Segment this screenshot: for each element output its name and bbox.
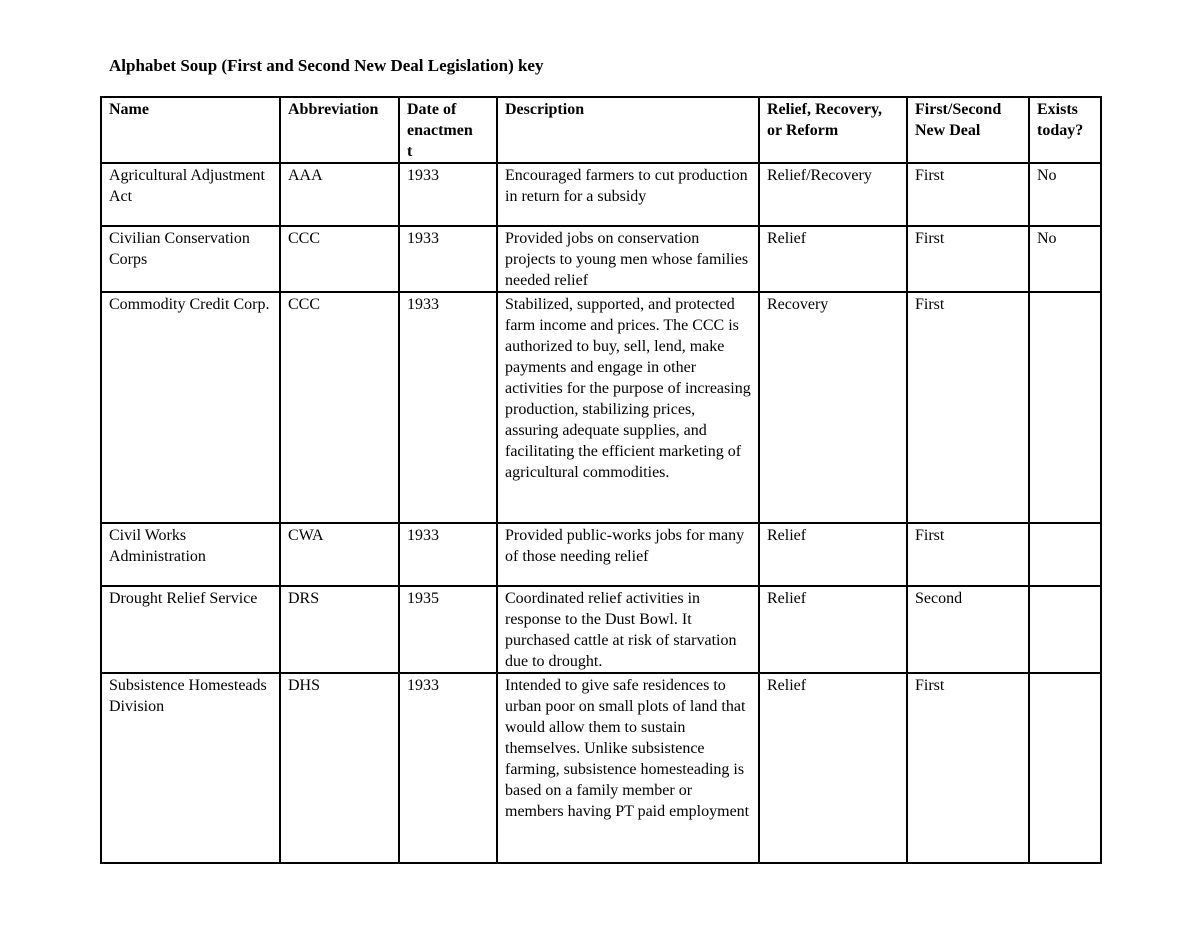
cell-exists: [1029, 673, 1101, 863]
cell-abbreviation: DHS: [280, 673, 399, 863]
cell-description: Provided public-works jobs for many of those needing relief: [497, 523, 759, 586]
cell-date: 1933: [399, 292, 497, 523]
cell-type: Recovery: [759, 292, 907, 523]
header-exists: Exists today?: [1029, 97, 1101, 163]
cell-date: 1933: [399, 523, 497, 586]
cell-deal: First: [907, 163, 1029, 226]
cell-date: 1933: [399, 226, 497, 292]
header-name: Name: [101, 97, 280, 163]
cell-exists: [1029, 586, 1101, 673]
cell-abbreviation: CCC: [280, 292, 399, 523]
cell-exists: No: [1029, 226, 1101, 292]
page-title: Alphabet Soup (First and Second New Deal Legislation) key: [109, 56, 544, 75]
cell-description: Provided jobs on conservation projects to young men whose families needed relief: [497, 226, 759, 292]
cell-abbreviation: AAA: [280, 163, 399, 226]
cell-name: Drought Relief Service: [101, 586, 280, 673]
cell-deal: First: [907, 292, 1029, 523]
cell-type: Relief: [759, 673, 907, 863]
cell-deal: First: [907, 523, 1029, 586]
cell-type: Relief: [759, 523, 907, 586]
table-row: [101, 163, 1101, 226]
cell-abbreviation: CCC: [280, 226, 399, 292]
cell-date: 1933: [399, 163, 497, 226]
header-deal: First/Second New Deal: [907, 97, 1029, 163]
cell-description: Intended to give safe residences to urban poor on small plots of land that would allow them to sustain themselves. Unlike subsistence farming, subsistence homesteading is based on a family member or members having PT paid employment: [497, 673, 759, 863]
table-row: [101, 226, 1101, 292]
table-row: [101, 292, 1101, 523]
table-row: [101, 523, 1101, 586]
cell-type: Relief: [759, 226, 907, 292]
cell-description: Stabilized, supported, and protected farm income and prices. The CCC is authorized to buy, sell, lend, make payments and engage in other activities for the purpose of increasing production, stabilizing prices, assuring adequate supplies, and facilitating the efficient marketing of agricultural commodities.: [497, 292, 759, 523]
cell-name: Civilian Conservation Corps: [101, 226, 280, 292]
cell-description: Encouraged farmers to cut production in return for a subsidy: [497, 163, 759, 226]
header-type: Relief, Recovery, or Reform: [759, 97, 907, 163]
cell-deal: First: [907, 673, 1029, 863]
table-row: [101, 586, 1101, 673]
cell-deal: First: [907, 226, 1029, 292]
cell-type: Relief: [759, 586, 907, 673]
cell-name: Agricultural Adjustment Act: [101, 163, 280, 226]
cell-abbreviation: CWA: [280, 523, 399, 586]
header-date: Date of enactmen t: [399, 97, 497, 163]
cell-name: Subsistence Homesteads Division: [101, 673, 280, 863]
cell-name: Commodity Credit Corp.: [101, 292, 280, 523]
header-abbreviation: Abbreviation: [280, 97, 399, 163]
cell-exists: [1029, 523, 1101, 586]
cell-exists: [1029, 292, 1101, 523]
table-header-row: [101, 97, 1101, 163]
cell-deal: Second: [907, 586, 1029, 673]
cell-date: 1933: [399, 673, 497, 863]
cell-exists: No: [1029, 163, 1101, 226]
cell-description: Coordinated relief activities in response to the Dust Bowl. It purchased cattle at risk of starvation due to drought.: [497, 586, 759, 673]
table-row: [101, 673, 1101, 863]
cell-date: 1935: [399, 586, 497, 673]
cell-abbreviation: DRS: [280, 586, 399, 673]
legislation-table: [100, 96, 1102, 864]
header-description: Description: [497, 97, 759, 163]
cell-name: Civil Works Administration: [101, 523, 280, 586]
cell-type: Relief/Recovery: [759, 163, 907, 226]
